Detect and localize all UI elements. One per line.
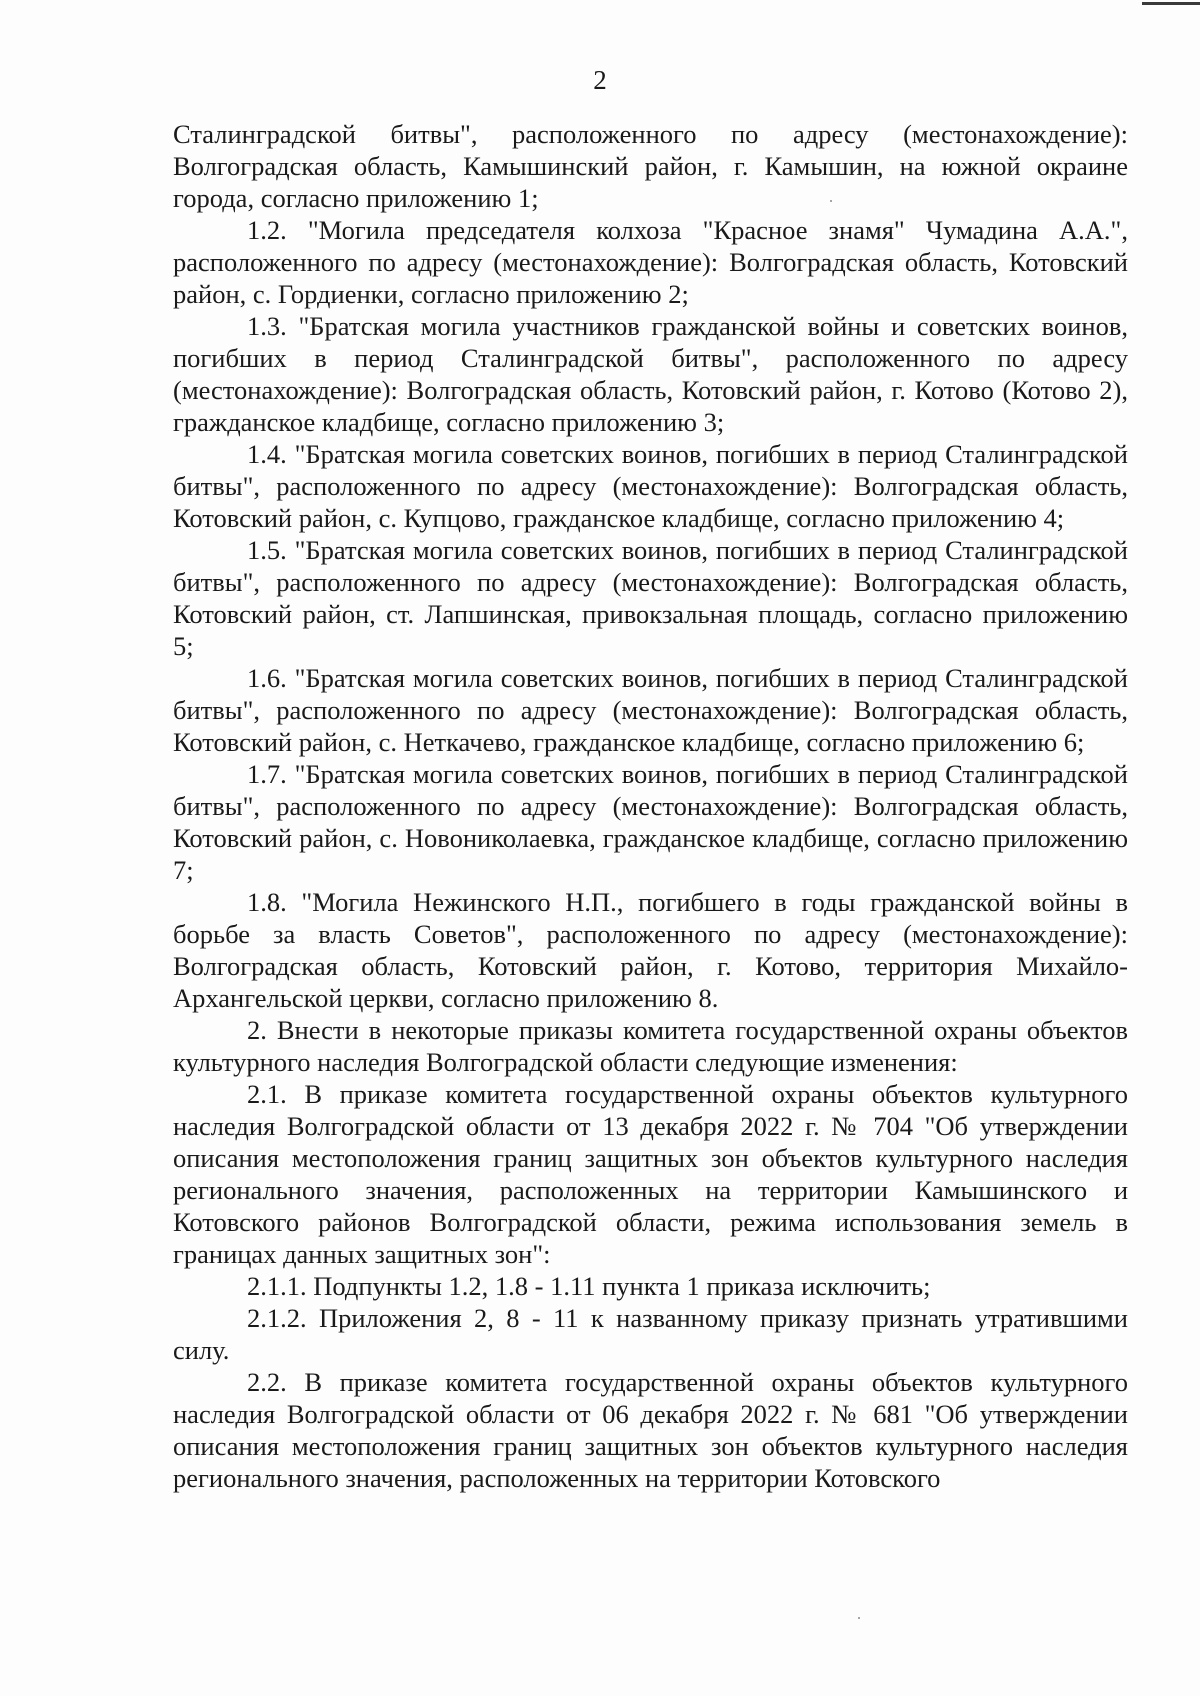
paragraph-continuation: Сталинградской битвы", расположенного по адресу (местонахождение): Волгоградская область, Камышинский район, г. Камышин, на южной окраине города, согласно приложению 1; bbox=[173, 119, 1128, 213]
paragraph-1-2: 1.2. "Могила председателя колхоза "Красное знамя" Чумадина А.А.", расположенного по адресу (местонахождение): Волгоградская область, Котовский район, с. Гордиенки, согласно приложению 2; bbox=[173, 215, 1128, 309]
page-number: 2 bbox=[593, 65, 607, 95]
paragraph-1-8: 1.8. "Могила Нежинского Н.П., погибшего в годы гражданской войны в борьбе за власть Советов", расположенного по адресу (местонахождение): Волгоградская область, Котовский район, г. Котово, территория Михайло-Архангельской церкви, согласно приложению 8. bbox=[173, 887, 1128, 1013]
paragraph-1-6: 1.6. "Братская могила советских воинов, погибших в период Сталинградской битвы", расположенного по адресу (местонахождение): Волгоградская область, Котовский район, с. Неткачево, гражданское кладбище, согласно приложению 6; bbox=[173, 663, 1128, 757]
paragraph-2-1-2: 2.1.2. Приложения 2, 8 - 11 к названному приказу признать утратившими силу. bbox=[173, 1303, 1128, 1365]
paragraph-1-5: 1.5. "Братская могила советских воинов, погибших в период Сталинградской битвы", расположенного по адресу (местонахождение): Волгоградская область, Котовский район, ст. Лапшинская, привокзальная площадь, согласно приложению 5; bbox=[173, 535, 1128, 661]
paragraph-1-7: 1.7. "Братская могила советских воинов, погибших в период Сталинградской битвы", расположенного по адресу (местонахождение): Волгоградская область, Котовский район, с. Новониколаевка, гражданское кладбище, согласно приложению 7; bbox=[173, 759, 1128, 885]
paragraph-2-2: 2.2. В приказе комитета государственной охраны объектов культурного наследия Волгоградской области от 06 декабря 2022 г. № 681 "Об утверждении описания местоположения границ защитных зон объектов культурного наследия регионального значения, расположенных на территории Котовского bbox=[173, 1367, 1128, 1493]
scan-speck bbox=[830, 200, 832, 202]
paragraph-1-3: 1.3. "Братская могила участников гражданской войны и советских воинов, погибших в период Сталинградской битвы", расположенного по адресу (местонахождение): Волгоградская область, Котовский район, г. Котово (Котово 2), гражданское кладбище, согласно приложению 3; bbox=[173, 311, 1128, 437]
paragraph-1-4: 1.4. "Братская могила советских воинов, погибших в период Сталинградской битвы", расположенного по адресу (местонахождение): Волгоградская область, Котовский район, с. Купцово, гражданское кладбище, согласно приложению 4; bbox=[173, 439, 1128, 533]
paragraph-2-1: 2.1. В приказе комитета государственной охраны объектов культурного наследия Волгоградской области от 13 декабря 2022 г. № 704 "Об утверждении описания местоположения границ защитных зон объектов культурного наследия регионального значения, расположенных на территории Камышинского и Котовского районов Волгоградской области, режима использования земель в границах данных защитных зон": bbox=[173, 1079, 1128, 1269]
paragraph-2: 2. Внести в некоторые приказы комитета государственной охраны объектов культурного наследия Волгоградской области следующие изменения: bbox=[173, 1015, 1128, 1077]
scan-edge-line bbox=[1142, 2, 1200, 5]
paragraph-2-1-1: 2.1.1. Подпункты 1.2, 1.8 - 1.11 пункта 1 приказа исключить; bbox=[247, 1271, 931, 1301]
document-body bbox=[173, 118, 1128, 1494]
scan-speck bbox=[858, 1617, 860, 1619]
